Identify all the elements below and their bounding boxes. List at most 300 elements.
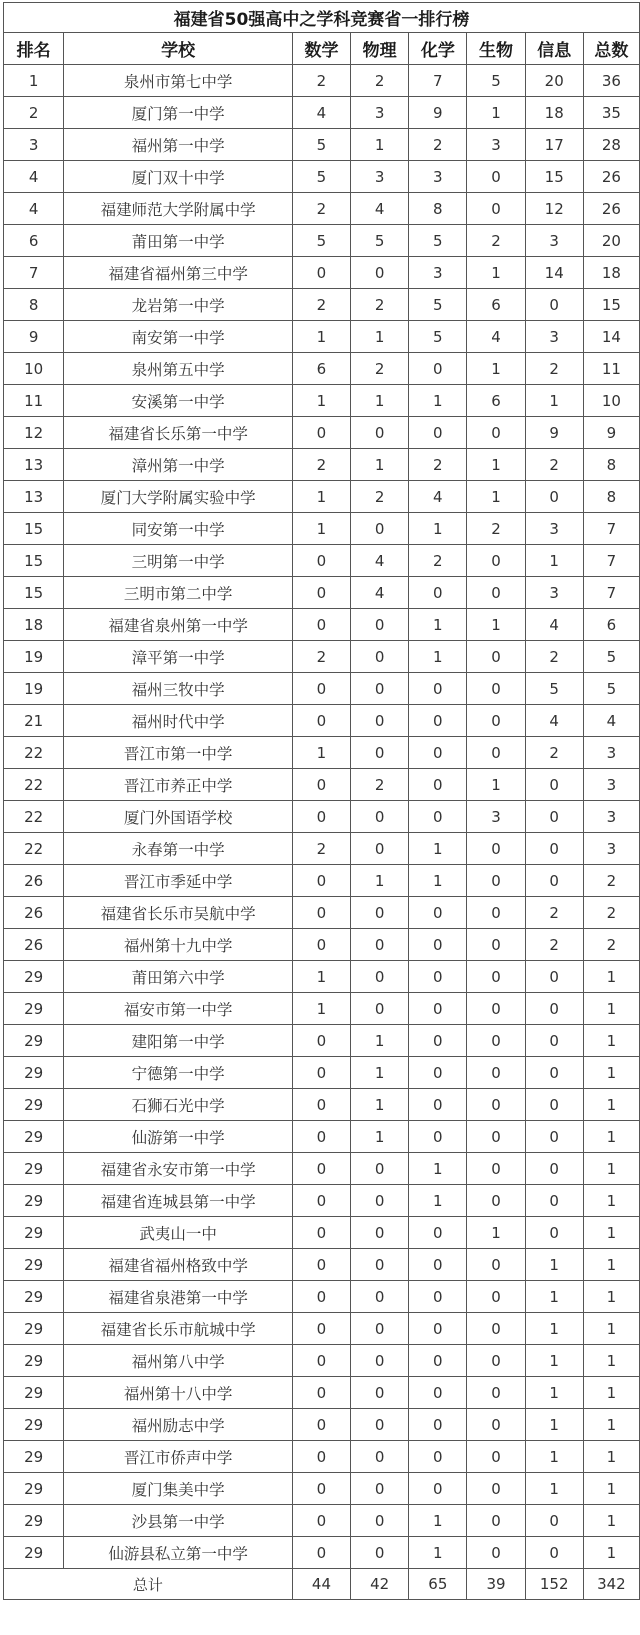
cell-chemistry: 1: [409, 609, 467, 641]
cell-math: 2: [292, 65, 350, 97]
cell-rank: 26: [4, 929, 64, 961]
cell-chemistry: 8: [409, 193, 467, 225]
cell-total: 35: [583, 97, 639, 129]
table-row: [4, 353, 640, 385]
cell-informatics: 1: [525, 1345, 583, 1377]
cell-biology: 0: [467, 865, 525, 897]
cell-math: 0: [292, 545, 350, 577]
cell-total: 2: [583, 929, 639, 961]
cell-chemistry: 1: [409, 1185, 467, 1217]
cell-chemistry: 1: [409, 865, 467, 897]
table-row: [4, 1377, 640, 1409]
cell-informatics: 0: [525, 993, 583, 1025]
table-row: [4, 865, 640, 897]
cell-rank: 2: [4, 97, 64, 129]
cell-informatics: 0: [525, 833, 583, 865]
cell-school: 晋江市第一中学: [64, 737, 293, 769]
cell-math: 0: [292, 257, 350, 289]
cell-informatics: 0: [525, 1537, 583, 1569]
cell-school: 南安第一中学: [64, 321, 293, 353]
cell-math: 0: [292, 865, 350, 897]
table-row: [4, 1537, 640, 1569]
cell-rank: 12: [4, 417, 64, 449]
cell-biology: 1: [467, 449, 525, 481]
cell-chemistry: 0: [409, 897, 467, 929]
cell-total: 7: [583, 545, 639, 577]
table-row: [4, 801, 640, 833]
title-row: [4, 3, 640, 33]
table-row: [4, 1505, 640, 1537]
cell-physics: 0: [351, 1217, 409, 1249]
cell-physics: 0: [351, 929, 409, 961]
cell-chemistry: 0: [409, 929, 467, 961]
cell-total: 14: [583, 321, 639, 353]
cell-biology: 0: [467, 1313, 525, 1345]
cell-physics: 0: [351, 1409, 409, 1441]
totals-informatics: 152: [525, 1569, 583, 1600]
cell-physics: 0: [351, 1473, 409, 1505]
cell-physics: 0: [351, 1377, 409, 1409]
cell-chemistry: 0: [409, 417, 467, 449]
cell-rank: 15: [4, 545, 64, 577]
cell-chemistry: 0: [409, 961, 467, 993]
cell-math: 1: [292, 961, 350, 993]
cell-physics: 4: [351, 577, 409, 609]
cell-chemistry: 0: [409, 1313, 467, 1345]
cell-informatics: 0: [525, 961, 583, 993]
cell-physics: 2: [351, 353, 409, 385]
cell-informatics: 1: [525, 1313, 583, 1345]
cell-rank: 29: [4, 1185, 64, 1217]
cell-rank: 8: [4, 289, 64, 321]
cell-math: 0: [292, 1185, 350, 1217]
cell-math: 1: [292, 993, 350, 1025]
cell-total: 10: [583, 385, 639, 417]
table-row: [4, 961, 640, 993]
cell-informatics: 0: [525, 1153, 583, 1185]
cell-school: 厦门第一中学: [64, 97, 293, 129]
cell-rank: 29: [4, 1153, 64, 1185]
cell-total: 2: [583, 897, 639, 929]
cell-chemistry: 0: [409, 1025, 467, 1057]
cell-school: 福建省福州格致中学: [64, 1249, 293, 1281]
cell-chemistry: 2: [409, 545, 467, 577]
cell-chemistry: 0: [409, 1441, 467, 1473]
cell-total: 1: [583, 961, 639, 993]
cell-physics: 0: [351, 417, 409, 449]
cell-physics: 0: [351, 1313, 409, 1345]
cell-informatics: 0: [525, 801, 583, 833]
cell-school: 同安第一中学: [64, 513, 293, 545]
cell-rank: 29: [4, 1089, 64, 1121]
totals-total: 342: [583, 1569, 639, 1600]
cell-total: 8: [583, 449, 639, 481]
cell-math: 0: [292, 673, 350, 705]
cell-physics: 4: [351, 193, 409, 225]
cell-math: 5: [292, 161, 350, 193]
cell-school: 晋江市侨声中学: [64, 1441, 293, 1473]
cell-physics: 4: [351, 545, 409, 577]
cell-school: 福建省泉州第一中学: [64, 609, 293, 641]
table-row: [4, 129, 640, 161]
cell-biology: 2: [467, 225, 525, 257]
cell-rank: 22: [4, 801, 64, 833]
cell-math: 1: [292, 513, 350, 545]
table-row: [4, 481, 640, 513]
cell-rank: 29: [4, 1121, 64, 1153]
cell-biology: 6: [467, 289, 525, 321]
table-row: [4, 705, 640, 737]
cell-rank: 29: [4, 993, 64, 1025]
cell-total: 3: [583, 801, 639, 833]
table-row: [4, 769, 640, 801]
header-chemistry: 化学: [409, 33, 467, 65]
cell-school: 福安市第一中学: [64, 993, 293, 1025]
header-informatics: 信息: [525, 33, 583, 65]
table-row: [4, 641, 640, 673]
cell-biology: 0: [467, 1345, 525, 1377]
cell-biology: 0: [467, 961, 525, 993]
cell-chemistry: 0: [409, 1249, 467, 1281]
cell-physics: 0: [351, 1537, 409, 1569]
totals-label: 总计: [4, 1569, 293, 1600]
cell-informatics: 0: [525, 1121, 583, 1153]
cell-school: 福建省长乐市航城中学: [64, 1313, 293, 1345]
cell-total: 1: [583, 1345, 639, 1377]
cell-school: 永春第一中学: [64, 833, 293, 865]
cell-total: 1: [583, 1313, 639, 1345]
cell-physics: 0: [351, 737, 409, 769]
cell-informatics: 1: [525, 1441, 583, 1473]
cell-total: 1: [583, 1441, 639, 1473]
cell-biology: 1: [467, 769, 525, 801]
cell-informatics: 15: [525, 161, 583, 193]
cell-rank: 29: [4, 1313, 64, 1345]
cell-math: 2: [292, 641, 350, 673]
cell-rank: 18: [4, 609, 64, 641]
cell-math: 2: [292, 833, 350, 865]
cell-biology: 0: [467, 897, 525, 929]
cell-rank: 22: [4, 737, 64, 769]
cell-biology: 0: [467, 1089, 525, 1121]
cell-school: 福州第八中学: [64, 1345, 293, 1377]
table-row: [4, 609, 640, 641]
header-rank: 排名: [4, 33, 64, 65]
cell-rank: 29: [4, 1057, 64, 1089]
cell-school: 三明市第二中学: [64, 577, 293, 609]
cell-chemistry: 3: [409, 257, 467, 289]
table-row: [4, 1025, 640, 1057]
cell-biology: 1: [467, 481, 525, 513]
cell-total: 20: [583, 225, 639, 257]
cell-chemistry: 5: [409, 289, 467, 321]
cell-physics: 0: [351, 673, 409, 705]
cell-math: 0: [292, 1313, 350, 1345]
cell-chemistry: 0: [409, 1121, 467, 1153]
cell-school: 福建省长乐市吴航中学: [64, 897, 293, 929]
cell-rank: 29: [4, 1377, 64, 1409]
cell-physics: 1: [351, 129, 409, 161]
cell-total: 1: [583, 1473, 639, 1505]
cell-physics: 3: [351, 161, 409, 193]
cell-physics: 1: [351, 385, 409, 417]
cell-math: 1: [292, 385, 350, 417]
table-row: [4, 737, 640, 769]
cell-rank: 29: [4, 961, 64, 993]
cell-informatics: 1: [525, 545, 583, 577]
cell-school: 莆田第一中学: [64, 225, 293, 257]
cell-biology: 1: [467, 97, 525, 129]
cell-math: 1: [292, 481, 350, 513]
cell-total: 6: [583, 609, 639, 641]
cell-total: 5: [583, 673, 639, 705]
table-row: [4, 673, 640, 705]
cell-rank: 11: [4, 385, 64, 417]
table-row: [4, 449, 640, 481]
cell-total: 2: [583, 865, 639, 897]
ranking-table: [3, 2, 640, 1600]
cell-informatics: 3: [525, 513, 583, 545]
cell-biology: 5: [467, 65, 525, 97]
cell-informatics: 1: [525, 1473, 583, 1505]
cell-school: 福建省泉港第一中学: [64, 1281, 293, 1313]
cell-rank: 19: [4, 641, 64, 673]
cell-informatics: 0: [525, 1185, 583, 1217]
table-row: [4, 193, 640, 225]
cell-informatics: 4: [525, 609, 583, 641]
cell-school: 漳州第一中学: [64, 449, 293, 481]
cell-math: 4: [292, 97, 350, 129]
cell-rank: 29: [4, 1441, 64, 1473]
cell-chemistry: 1: [409, 641, 467, 673]
cell-school: 福建师范大学附属中学: [64, 193, 293, 225]
cell-math: 0: [292, 1409, 350, 1441]
table-row: [4, 1217, 640, 1249]
header-row: [4, 33, 640, 65]
cell-physics: 2: [351, 481, 409, 513]
cell-biology: 0: [467, 161, 525, 193]
cell-biology: 0: [467, 1057, 525, 1089]
cell-physics: 0: [351, 609, 409, 641]
cell-total: 1: [583, 1121, 639, 1153]
cell-biology: 2: [467, 513, 525, 545]
cell-school: 三明第一中学: [64, 545, 293, 577]
cell-chemistry: 1: [409, 1153, 467, 1185]
totals-physics: 42: [351, 1569, 409, 1600]
table-row: [4, 65, 640, 97]
cell-physics: 0: [351, 641, 409, 673]
cell-math: 2: [292, 193, 350, 225]
cell-total: 18: [583, 257, 639, 289]
table-row: [4, 1153, 640, 1185]
cell-chemistry: 2: [409, 129, 467, 161]
cell-biology: 0: [467, 737, 525, 769]
cell-physics: 0: [351, 1505, 409, 1537]
cell-physics: 1: [351, 1025, 409, 1057]
cell-school: 晋江市季延中学: [64, 865, 293, 897]
table-row: [4, 97, 640, 129]
cell-rank: 13: [4, 449, 64, 481]
cell-rank: 22: [4, 769, 64, 801]
cell-math: 0: [292, 929, 350, 961]
cell-total: 3: [583, 769, 639, 801]
header-physics: 物理: [351, 33, 409, 65]
cell-biology: 0: [467, 577, 525, 609]
cell-biology: 4: [467, 321, 525, 353]
cell-math: 0: [292, 577, 350, 609]
cell-physics: 1: [351, 1057, 409, 1089]
cell-physics: 1: [351, 1121, 409, 1153]
cell-informatics: 1: [525, 1249, 583, 1281]
cell-school: 福州三牧中学: [64, 673, 293, 705]
cell-math: 0: [292, 1121, 350, 1153]
cell-total: 1: [583, 1089, 639, 1121]
cell-chemistry: 0: [409, 769, 467, 801]
cell-biology: 0: [467, 1185, 525, 1217]
cell-informatics: 4: [525, 705, 583, 737]
cell-informatics: 0: [525, 769, 583, 801]
cell-physics: 0: [351, 1249, 409, 1281]
totals-biology: 39: [467, 1569, 525, 1600]
table-row: [4, 257, 640, 289]
cell-physics: 0: [351, 1345, 409, 1377]
cell-biology: 0: [467, 1377, 525, 1409]
cell-school: 福州第十九中学: [64, 929, 293, 961]
cell-biology: 0: [467, 1473, 525, 1505]
cell-chemistry: 0: [409, 993, 467, 1025]
cell-school: 厦门外国语学校: [64, 801, 293, 833]
cell-physics: 0: [351, 1441, 409, 1473]
cell-total: 5: [583, 641, 639, 673]
cell-biology: 0: [467, 1025, 525, 1057]
cell-biology: 0: [467, 705, 525, 737]
cell-physics: 0: [351, 1153, 409, 1185]
cell-informatics: 0: [525, 289, 583, 321]
cell-biology: 0: [467, 673, 525, 705]
cell-total: 11: [583, 353, 639, 385]
cell-school: 福建省连城县第一中学: [64, 1185, 293, 1217]
cell-biology: 0: [467, 1441, 525, 1473]
cell-physics: 0: [351, 513, 409, 545]
cell-math: 0: [292, 1089, 350, 1121]
cell-rank: 10: [4, 353, 64, 385]
cell-total: 1: [583, 1217, 639, 1249]
cell-chemistry: 0: [409, 1217, 467, 1249]
cell-chemistry: 0: [409, 1281, 467, 1313]
cell-total: 9: [583, 417, 639, 449]
cell-physics: 0: [351, 833, 409, 865]
cell-rank: 26: [4, 897, 64, 929]
cell-informatics: 9: [525, 417, 583, 449]
header-total: 总数: [583, 33, 639, 65]
cell-chemistry: 4: [409, 481, 467, 513]
cell-biology: 0: [467, 929, 525, 961]
table-row: [4, 897, 640, 929]
cell-informatics: 3: [525, 577, 583, 609]
table-title: 福建省50强高中之学科竞赛省一排行榜: [4, 3, 640, 33]
table-row: [4, 929, 640, 961]
cell-informatics: 0: [525, 1025, 583, 1057]
table-row: [4, 577, 640, 609]
cell-school: 莆田第六中学: [64, 961, 293, 993]
totals-row: [4, 1569, 640, 1600]
cell-rank: 29: [4, 1025, 64, 1057]
cell-math: 0: [292, 1537, 350, 1569]
cell-total: 7: [583, 513, 639, 545]
cell-math: 0: [292, 1025, 350, 1057]
table-row: [4, 225, 640, 257]
cell-biology: 3: [467, 129, 525, 161]
cell-math: 0: [292, 1377, 350, 1409]
cell-math: 0: [292, 769, 350, 801]
cell-rank: 4: [4, 193, 64, 225]
cell-chemistry: 0: [409, 1089, 467, 1121]
cell-school: 仙游县私立第一中学: [64, 1537, 293, 1569]
table-row: [4, 993, 640, 1025]
cell-math: 0: [292, 417, 350, 449]
cell-biology: 0: [467, 417, 525, 449]
cell-informatics: 5: [525, 673, 583, 705]
table-row: [4, 1473, 640, 1505]
cell-informatics: 0: [525, 481, 583, 513]
cell-chemistry: 1: [409, 1537, 467, 1569]
cell-chemistry: 0: [409, 1473, 467, 1505]
cell-total: 1: [583, 1505, 639, 1537]
cell-total: 15: [583, 289, 639, 321]
cell-school: 晋江市养正中学: [64, 769, 293, 801]
cell-rank: 22: [4, 833, 64, 865]
cell-math: 6: [292, 353, 350, 385]
cell-math: 0: [292, 705, 350, 737]
cell-school: 厦门双十中学: [64, 161, 293, 193]
cell-math: 1: [292, 737, 350, 769]
cell-math: 0: [292, 1345, 350, 1377]
cell-school: 沙县第一中学: [64, 1505, 293, 1537]
cell-total: 26: [583, 193, 639, 225]
cell-total: 26: [583, 161, 639, 193]
cell-chemistry: 1: [409, 385, 467, 417]
cell-physics: 1: [351, 321, 409, 353]
cell-rank: 29: [4, 1249, 64, 1281]
table-row: [4, 161, 640, 193]
cell-biology: 3: [467, 801, 525, 833]
cell-informatics: 1: [525, 1377, 583, 1409]
cell-physics: 1: [351, 1089, 409, 1121]
table-row: [4, 513, 640, 545]
table-row: [4, 1313, 640, 1345]
cell-total: 1: [583, 993, 639, 1025]
cell-rank: 29: [4, 1281, 64, 1313]
cell-total: 1: [583, 1057, 639, 1089]
cell-total: 8: [583, 481, 639, 513]
cell-rank: 29: [4, 1473, 64, 1505]
cell-math: 0: [292, 609, 350, 641]
cell-math: 0: [292, 1153, 350, 1185]
cell-biology: 1: [467, 353, 525, 385]
table-row: [4, 1089, 640, 1121]
cell-physics: 0: [351, 897, 409, 929]
cell-chemistry: 3: [409, 161, 467, 193]
cell-rank: 1: [4, 65, 64, 97]
cell-total: 1: [583, 1409, 639, 1441]
cell-school: 厦门集美中学: [64, 1473, 293, 1505]
cell-school: 福建省福州第三中学: [64, 257, 293, 289]
cell-total: 1: [583, 1249, 639, 1281]
totals-chemistry: 65: [409, 1569, 467, 1600]
cell-math: 0: [292, 897, 350, 929]
cell-physics: 0: [351, 961, 409, 993]
cell-chemistry: 7: [409, 65, 467, 97]
